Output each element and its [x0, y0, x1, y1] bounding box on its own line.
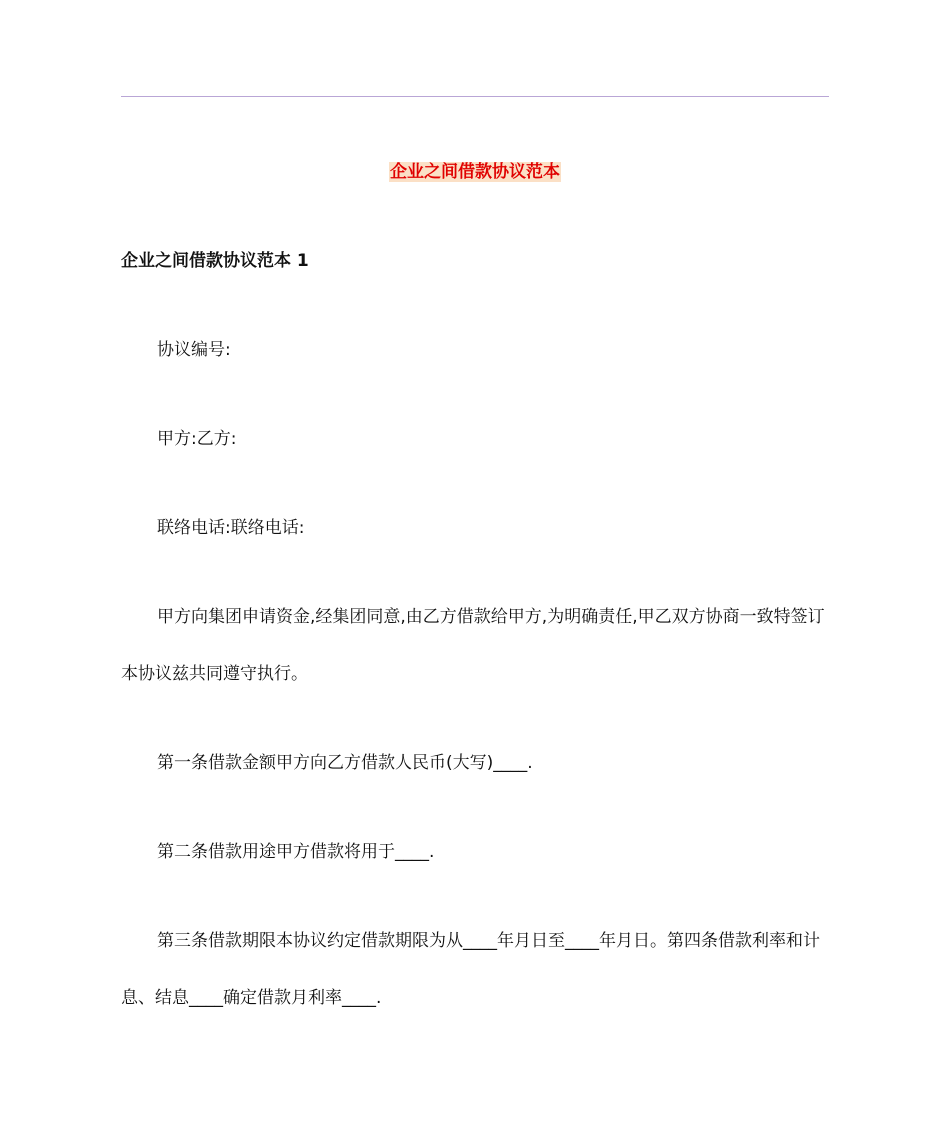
agreement-number-line: 协议编号:	[157, 340, 231, 360]
article-3-4-paragraph: 第三条借款期限本协议约定借款期限为从____年月日至____年月日。第四条借款利率和计息、结息____确定借款月利率____.	[121, 931, 820, 1008]
document-title-text: 企业之间借款协议范本	[390, 162, 560, 182]
article-2-paragraph: 第二条借款用途甲方借款将用于____.	[157, 842, 435, 862]
contact-phone-line: 联络电话:联络电话:	[157, 518, 305, 538]
section-heading: 企业之间借款协议范本 1	[121, 251, 309, 271]
preamble-paragraph: 甲方向集团申请资金,经集团同意,由乙方借款给甲方,为明确责任,甲乙双方协商一致特签订本协议兹共同遵守执行。	[121, 607, 825, 684]
parties-line: 甲方:乙方:	[157, 429, 237, 449]
article-1-paragraph: 第一条借款金额甲方向乙方借款人民币(大写)____.	[157, 753, 533, 773]
header-rule	[121, 96, 829, 97]
document-title	[0, 159, 950, 185]
